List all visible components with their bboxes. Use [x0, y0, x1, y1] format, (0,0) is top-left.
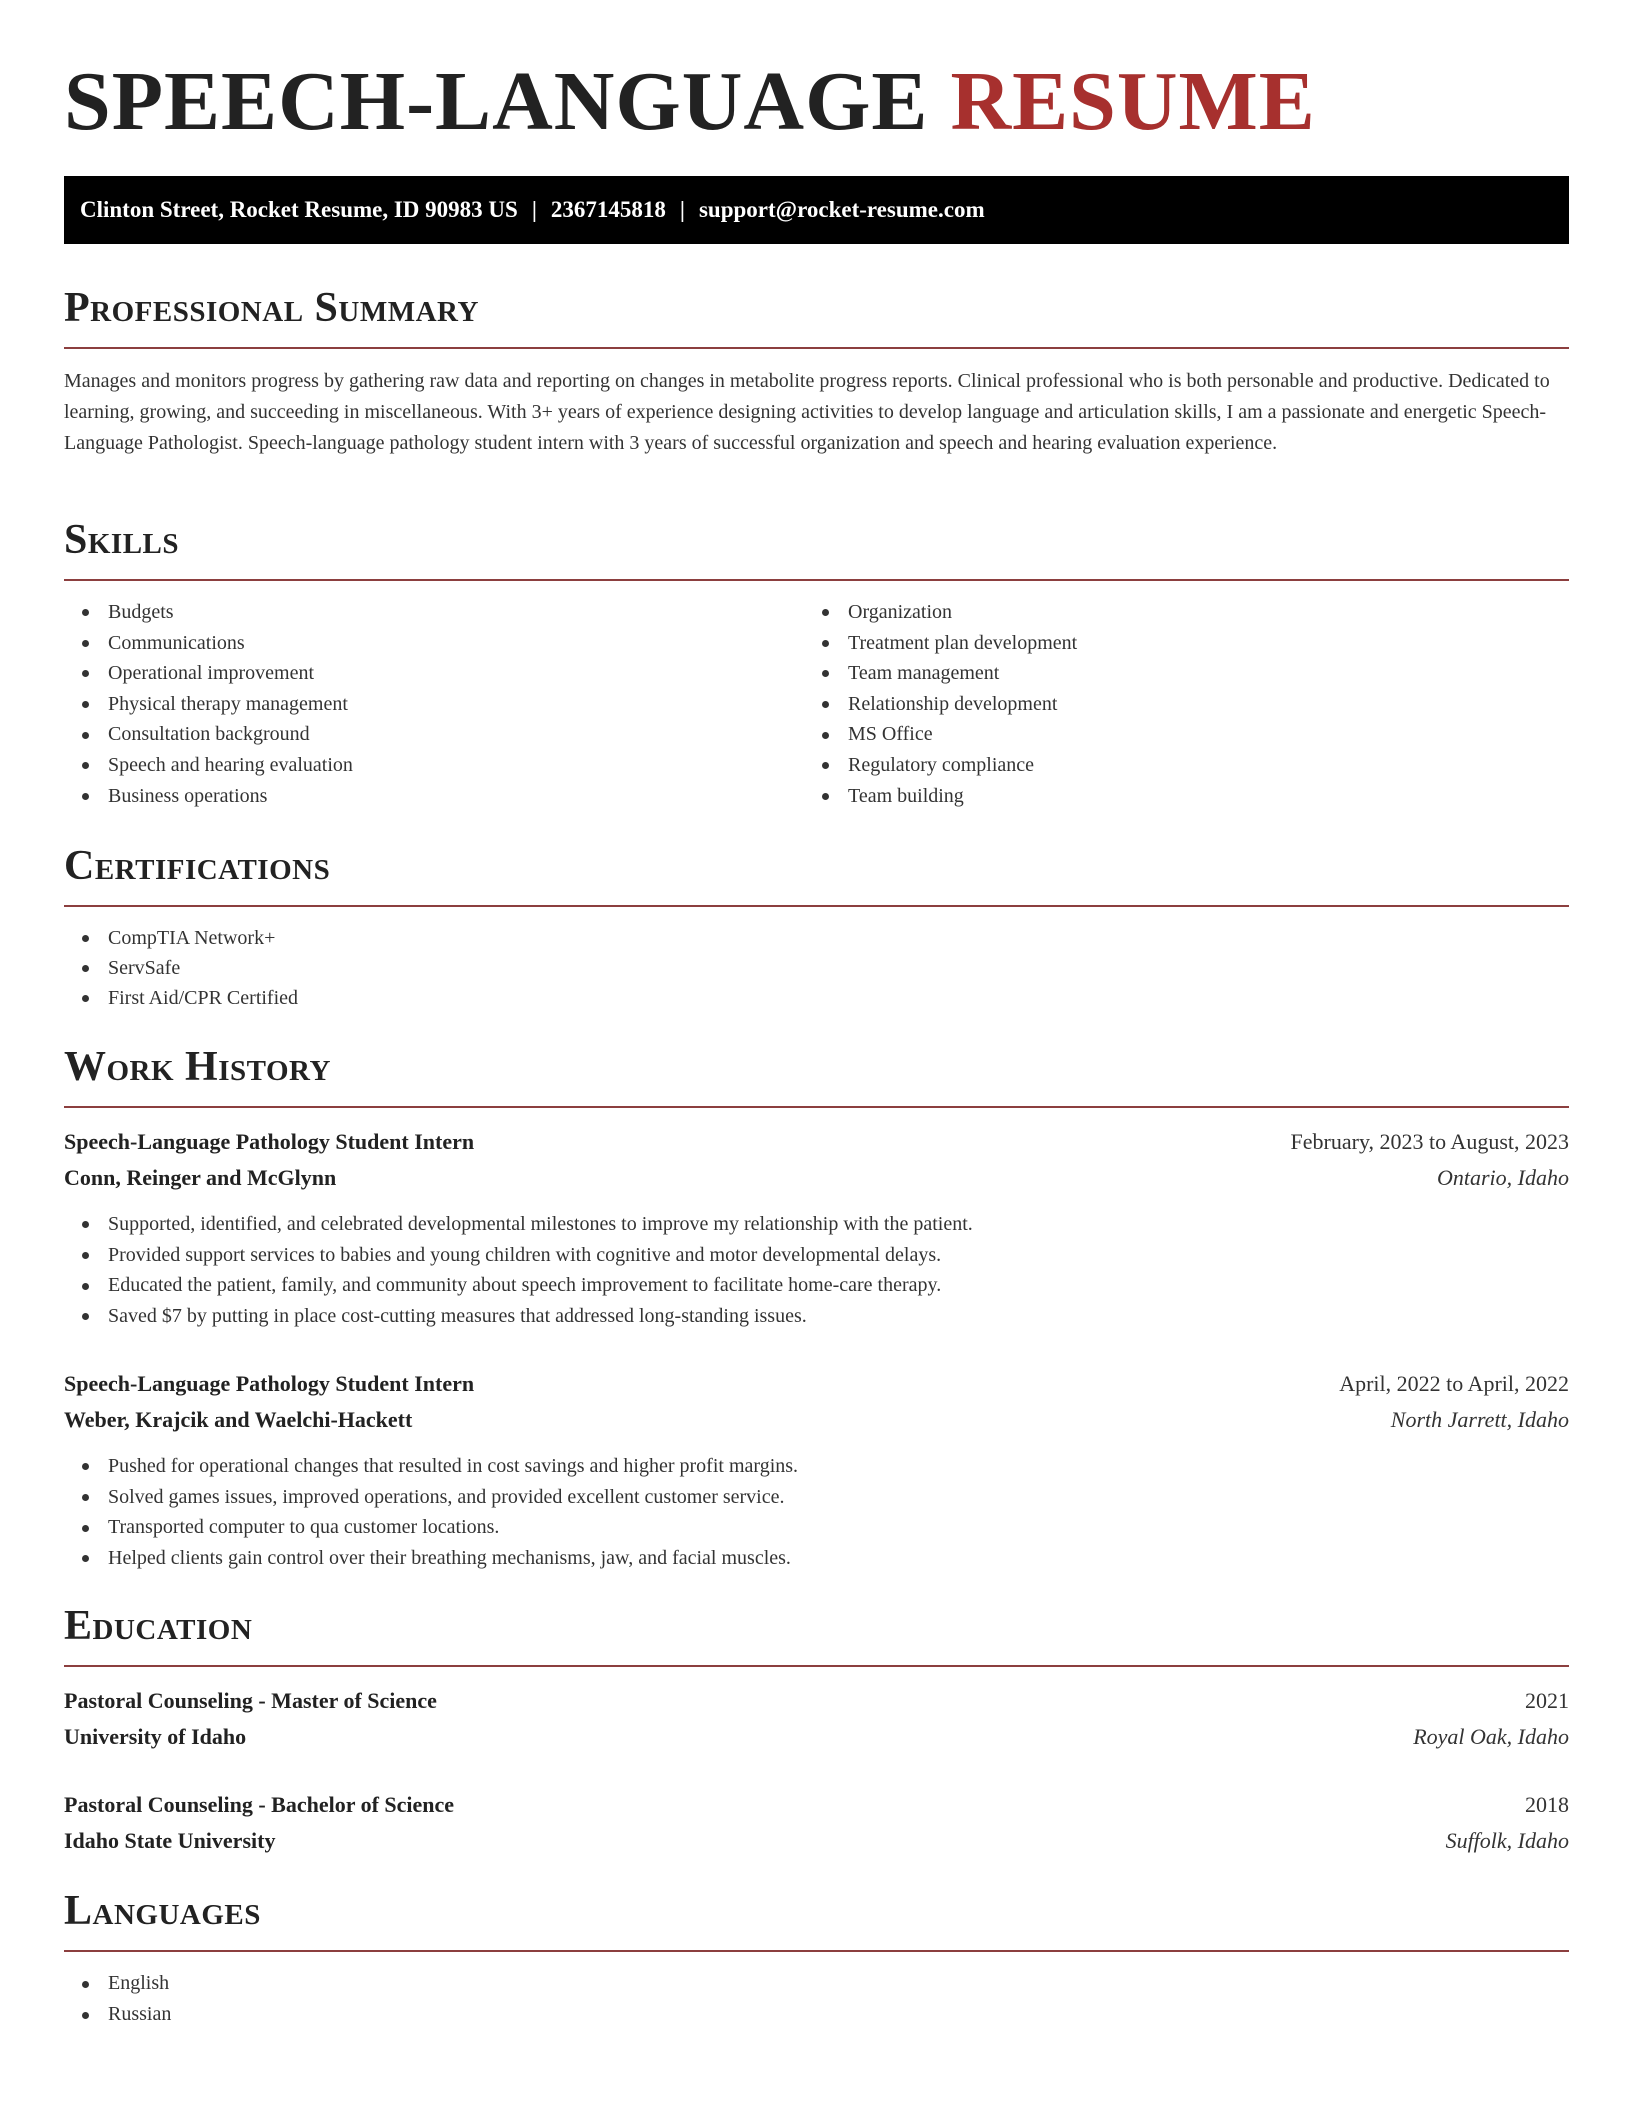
skill-item: Speech and hearing evaluation — [64, 750, 353, 781]
languages-list — [64, 1968, 171, 2030]
certifications-heading: Certifications — [64, 843, 331, 889]
job-bullet: Pushed for operational changes that resulted in cost savings and higher profit margins. — [64, 1451, 798, 1482]
job-header — [64, 1124, 1569, 1160]
education-location: Suffolk, Idaho — [1445, 1828, 1569, 1853]
skill-item: Physical therapy management — [64, 689, 353, 720]
education-location: Royal Oak, Idaho — [1413, 1724, 1569, 1749]
education-header — [64, 1787, 1569, 1823]
skills-list-left — [64, 597, 353, 811]
skill-item: MS Office — [804, 719, 1077, 750]
job-company: Conn, Reinger and McGlynn — [64, 1165, 337, 1190]
job-title: Speech-Language Pathology Student Intern — [64, 1129, 475, 1154]
education-school-row — [64, 1719, 1569, 1755]
work-history-divider — [64, 1106, 1569, 1108]
skill-item: Team management — [804, 658, 1077, 689]
summary-heading: Professional Summary — [64, 285, 479, 331]
skill-item: Operational improvement — [64, 658, 353, 689]
job-bullet: Educated the patient, family, and community about speech improvement to facilitate home-care therapy. — [64, 1270, 973, 1301]
contact-separator: | — [679, 197, 685, 222]
job-bullet: Supported, identified, and celebrated developmental milestones to improve my relationship with the patient. — [64, 1209, 973, 1240]
job-bullet: Solved games issues, improved operations, and provided excellent customer service. — [64, 1482, 798, 1513]
skills-divider — [64, 579, 1569, 581]
certifications-list — [64, 923, 298, 1013]
education-heading: Education — [64, 1603, 253, 1649]
work-history-heading: Work History — [64, 1044, 331, 1090]
contact-phone[interactable]: 2367145818 — [550, 197, 666, 222]
job-dates: April, 2022 to April, 2022 — [1339, 1371, 1569, 1396]
job-employer — [64, 1160, 1569, 1196]
job-dates: February, 2023 to August, 2023 — [1290, 1129, 1569, 1154]
certification-item: ServSafe — [64, 953, 298, 983]
education-year: 2018 — [1525, 1792, 1569, 1817]
education-year: 2021 — [1525, 1688, 1569, 1713]
job-bullets — [64, 1209, 973, 1332]
certification-item: CompTIA Network+ — [64, 923, 298, 953]
skill-item: Organization — [804, 597, 1077, 628]
language-item: English — [64, 1968, 171, 1999]
languages-heading: Languages — [64, 1888, 261, 1934]
education-degree: Pastoral Counseling - Master of Science — [64, 1688, 437, 1713]
job-bullets — [64, 1451, 798, 1574]
languages-divider — [64, 1950, 1569, 1952]
skill-item: Budgets — [64, 597, 353, 628]
skill-item: Regulatory compliance — [804, 750, 1077, 781]
job-bullet: Provided support services to babies and young children with cognitive and motor developmental delays. — [64, 1240, 973, 1271]
job-bullet: Saved $7 by putting in place cost-cutting measures that addressed long-standing issues. — [64, 1301, 973, 1332]
summary-divider — [64, 347, 1569, 349]
skill-item: Treatment plan development — [804, 628, 1077, 659]
resume-title — [64, 52, 1316, 152]
job-employer — [64, 1402, 1569, 1438]
education-school: Idaho State University — [64, 1828, 276, 1853]
education-header — [64, 1683, 1569, 1719]
education-school-row — [64, 1823, 1569, 1859]
job-bullet: Helped clients gain control over their breathing mechanisms, jaw, and facial muscles. — [64, 1543, 798, 1574]
job-location: North Jarrett, Idaho — [1390, 1407, 1569, 1432]
skill-item: Consultation background — [64, 719, 353, 750]
certifications-divider — [64, 905, 1569, 907]
skill-item: Communications — [64, 628, 353, 659]
contact-bar — [64, 176, 1569, 244]
education-divider — [64, 1665, 1569, 1667]
contact-email[interactable]: support@rocket-resume.com — [698, 197, 985, 222]
certification-item: First Aid/CPR Certified — [64, 983, 298, 1013]
summary-text: Manages and monitors progress by gathering raw data and reporting on changes in metabolite progress reports. Clinical professional who is both personable and productive. Dedicated to learning, growing, and succeeding in miscellaneous. With 3+ years of experience designing activities to develop language and articulation skills, I am a passionate and energetic Speech-Language Pathologist. Speech-language pathology student intern with 3 years of successful organization and speech and hearing evaluation experience. — [64, 370, 1550, 454]
skill-item: Team building — [804, 781, 1077, 812]
job-title: Speech-Language Pathology Student Intern — [64, 1371, 475, 1396]
skill-item: Relationship development — [804, 689, 1077, 720]
education-degree: Pastoral Counseling - Bachelor of Science — [64, 1792, 455, 1817]
contact-address: Clinton Street, Rocket Resume, ID 90983 US — [80, 197, 518, 222]
skills-heading: Skills — [64, 517, 180, 563]
skill-item: Business operations — [64, 781, 353, 812]
job-location: Ontario, Idaho — [1437, 1165, 1569, 1190]
title-accent: RESUME — [950, 55, 1316, 148]
job-company: Weber, Krajcik and Waelchi-Hackett — [64, 1407, 413, 1432]
language-item: Russian — [64, 1999, 171, 2030]
job-bullet: Transported computer to qua customer locations. — [64, 1512, 798, 1543]
contact-separator: | — [531, 197, 537, 222]
skills-list-right — [804, 597, 1077, 811]
title-main: SPEECH-LANGUAGE — [64, 55, 929, 148]
job-header — [64, 1366, 1569, 1402]
education-school: University of Idaho — [64, 1724, 247, 1749]
